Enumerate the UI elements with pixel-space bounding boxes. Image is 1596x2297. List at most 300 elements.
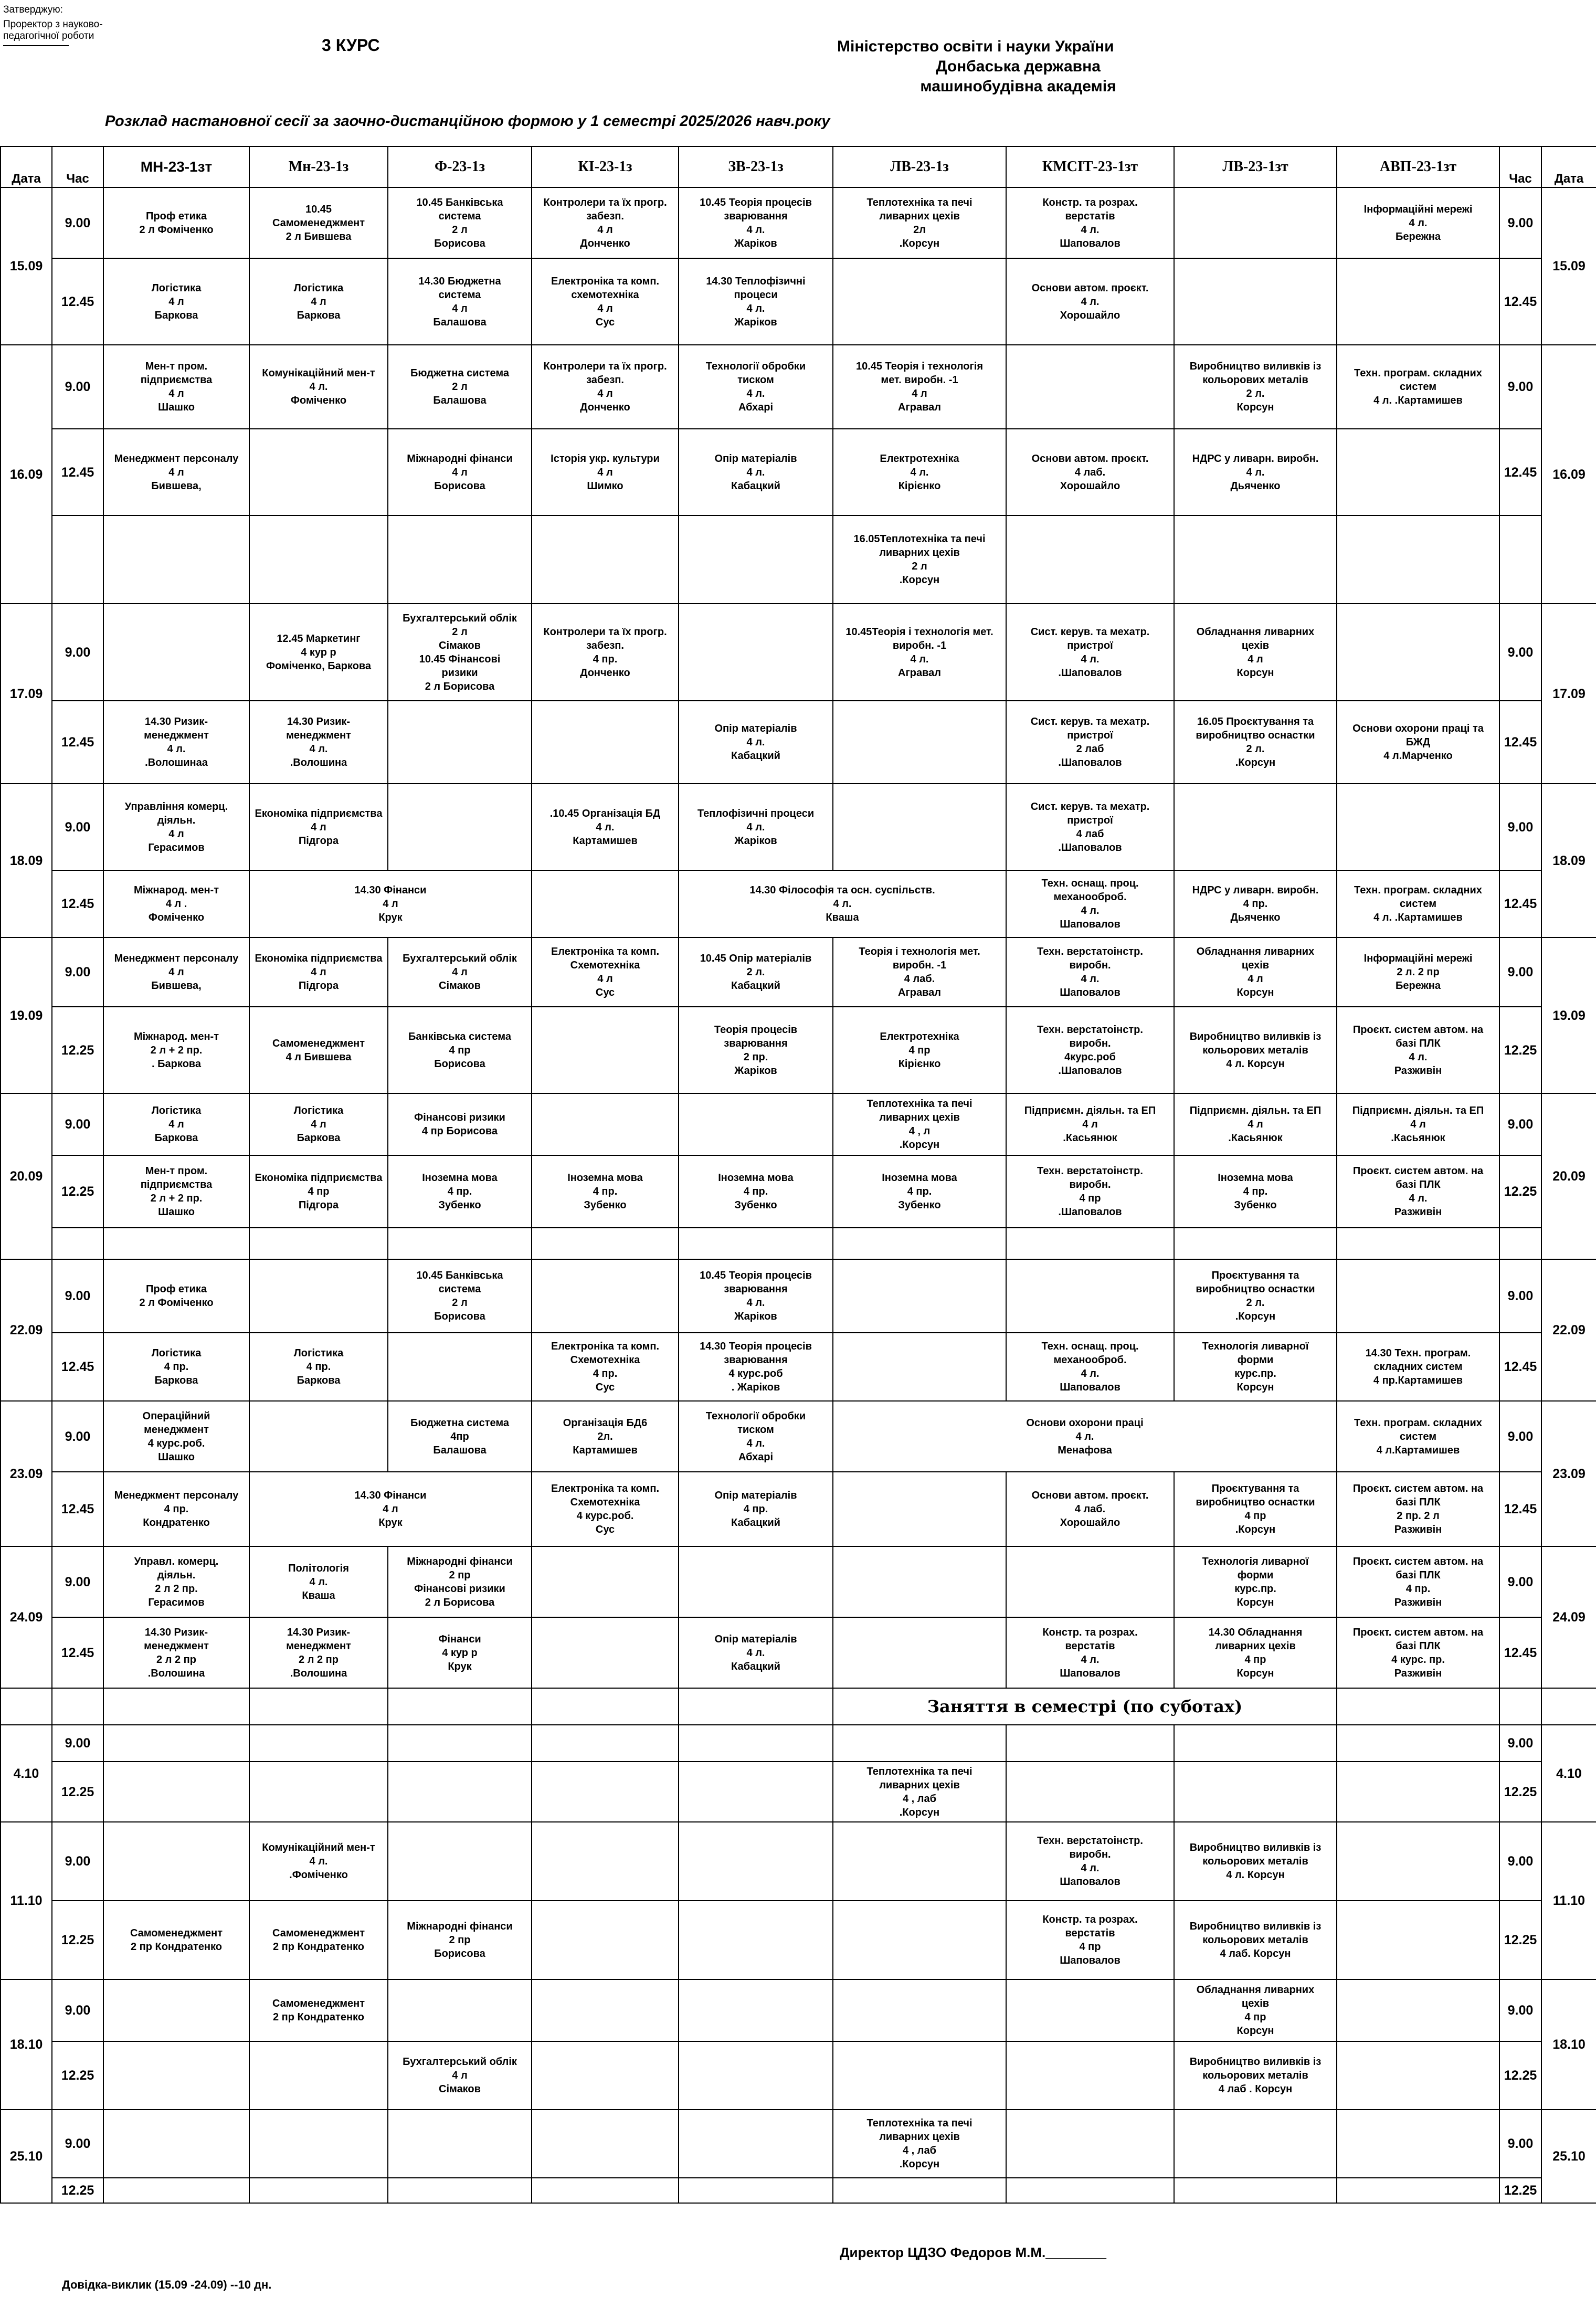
time-cell: 12.45 [52, 1617, 103, 1688]
lesson-cell [679, 515, 833, 604]
time-cell-right: 9.00 [1499, 1725, 1541, 1762]
lesson-cell: Сист. керув. та мехатр. пристрої 4 лаб .Шаповалов [1006, 784, 1174, 870]
time-cell-right: 9.00 [1499, 937, 1541, 1007]
lesson-cell [1006, 1725, 1174, 1762]
lesson-cell: Теплофізичні процеси 4 л. Жаріков [679, 784, 833, 870]
time-cell: 12.25 [52, 1007, 103, 1093]
lesson-cell: НДРС у ливарн. виробн. 4 л. Дьяченко [1174, 429, 1337, 515]
time-cell: 12.45 [52, 1333, 103, 1401]
lesson-cell [532, 1762, 679, 1822]
lesson-cell [1337, 429, 1499, 515]
lesson-cell [532, 1259, 679, 1333]
schedule-row [1, 784, 1596, 870]
time-cell-right: 9.00 [1499, 1259, 1541, 1333]
lesson-cell: 10.45Теорія і технологія мет. виробн. -1 4 л. Агравал [833, 604, 1006, 701]
lesson-cell: Проєктування та виробництво оснастки 4 пр .Корсун [1174, 1472, 1337, 1546]
lesson-cell [103, 1762, 249, 1822]
time-cell-right: 12.45 [1499, 1333, 1541, 1401]
schedule-row [1, 1546, 1596, 1617]
lesson-cell [679, 1901, 833, 1979]
lesson-cell [1174, 258, 1337, 345]
lesson-cell [532, 1901, 679, 1979]
lesson-cell: Основи автом. проєкт. 4 л. Хорошайло [1006, 258, 1174, 345]
lesson-cell: Констр. та розрах. верстатів 4 л. Шаповалов [1006, 1617, 1174, 1688]
lesson-cell: Бюджетна система 4пр Балашова [388, 1401, 532, 1472]
date-cell-right: 23.09 [1541, 1401, 1596, 1546]
lesson-cell: Логістика 4 пр. Баркова [103, 1333, 249, 1401]
lesson-cell: Інформаційні мережі 2 л. 2 пр Бережна [1337, 937, 1499, 1007]
lesson-cell: Теорія процесів зварювання 2 пр. Жаріков [679, 1007, 833, 1093]
lesson-cell [1006, 1762, 1174, 1822]
schedule-row [1, 2041, 1596, 2110]
lesson-cell: 10.45 Теорія процесів зварювання 4 л. Жаріков [679, 1259, 833, 1333]
lesson-cell [1337, 2178, 1499, 2203]
date-cell: 25.10 [1, 2110, 52, 2203]
lesson-cell [532, 870, 679, 937]
header-group: ЗВ-23-1з [679, 146, 833, 187]
lesson-cell: Менеджмент персоналу 4 пр. Кондратенко [103, 1472, 249, 1546]
schedule-row [1, 1007, 1596, 1093]
lesson-cell: Міжнарод. мен-т 4 л . Фоміченко [103, 870, 249, 937]
lesson-cell [388, 1725, 532, 1762]
lesson-cell: 14.30 Ризик- менеджмент 4 л. .Волошинаа [103, 701, 249, 784]
lesson-cell: Опір матеріалів 4 пр. Кабацкий [679, 1472, 833, 1546]
time-cell: 9.00 [52, 604, 103, 701]
lesson-cell [1006, 1546, 1174, 1617]
lesson-cell [833, 1259, 1006, 1333]
schedule-row [1, 1401, 1596, 1472]
lesson-cell: Підприємн. діяльн. та ЕП 4 л .Касьянюк [1006, 1093, 1174, 1155]
lesson-cell: 14.30 Теорія процесів зварювання 4 курс.роб . Жаріков [679, 1333, 833, 1401]
lesson-cell [532, 1617, 679, 1688]
lesson-cell [388, 1979, 532, 2041]
date-cell-right: 25.10 [1541, 2110, 1596, 2203]
schedule-row [1, 1617, 1596, 1688]
header-date-right: Дата [1541, 146, 1596, 187]
lesson-cell [1006, 515, 1174, 604]
lesson-cell: Логістика 4 л Баркова [249, 1093, 388, 1155]
lesson-cell [679, 1093, 833, 1155]
time-cell-right: 12.25 [1499, 1007, 1541, 1093]
lesson-cell [833, 1901, 1006, 1979]
lesson-cell: Економіка підприємства 4 л Підгора [249, 784, 388, 870]
lesson-cell [1006, 345, 1174, 429]
lesson-cell: Проєкт. систем автом. на базі ПЛК 4 л. Разживін [1337, 1155, 1499, 1228]
schedule-row [1, 515, 1596, 604]
lesson-cell: Мен-т пром. підприємства 2 л + 2 пр. Шашко [103, 1155, 249, 1228]
time-cell-right: 12.25 [1499, 2041, 1541, 2110]
lesson-cell [679, 2110, 833, 2178]
lesson-cell: Технологія ливарної форми курс.пр. Корсун [1174, 1333, 1337, 1401]
lesson-cell: Обладнання ливарних цехів 4 л Корсун [1174, 937, 1337, 1007]
lesson-cell: Політологія 4 л. Кваша [249, 1546, 388, 1617]
header-group: МН-23-1зт [103, 146, 249, 187]
lesson-cell: Теплотехніка та печі ливарних цехів 2л .Корсун [833, 187, 1006, 258]
lesson-cell [1006, 2041, 1174, 2110]
date-cell: 18.10 [1, 1979, 52, 2110]
schedule-row [1, 2178, 1596, 2203]
lesson-cell: Проєкт. систем автом. на базі ПЛК 2 пр. 2 л Разживін [1337, 1472, 1499, 1546]
time-cell: 9.00 [52, 187, 103, 258]
semester-banner: Заняття в семестрі (по суботах) [833, 1688, 1337, 1725]
time-cell-right: 9.00 [1499, 2110, 1541, 2178]
lesson-cell: Виробництво виливків із кольорових металів 4 лаб. Корсун [1174, 1901, 1337, 1979]
lesson-cell: Міжнародні фінанси 2 пр Борисова [388, 1901, 532, 1979]
lesson-cell: 16.05Теплотехніка та печі ливарних цехів 2 л .Корсун [833, 515, 1006, 604]
lesson-cell: Управл. комерц. діяльн. 2 л 2 пр. Герасимов [103, 1546, 249, 1617]
lesson-cell: 10.45 Банківська система 2 л Борисова [388, 187, 532, 258]
time-cell-right: 9.00 [1499, 345, 1541, 429]
schedule-row [1, 1762, 1596, 1822]
lesson-cell: Інформаційні мережі 4 л. Бережна [1337, 187, 1499, 258]
date-cell-right: 18.10 [1541, 1979, 1596, 2110]
lesson-cell: Техн. верстатоінстр. виробн. 4 л. Шаповалов [1006, 937, 1174, 1007]
lesson-cell: 10.45 Опір матеріалів 2 л. Кабацкий [679, 937, 833, 1007]
time-cell-right: 12.25 [1499, 2178, 1541, 2203]
lesson-cell [532, 2041, 679, 2110]
lesson-cell: Теплотехніка та печі ливарних цехів 4 , лаб .Корсун [833, 2110, 1006, 2178]
lesson-cell [833, 1979, 1006, 2041]
lesson-cell: Іноземна мова 4 пр. Зубенко [679, 1155, 833, 1228]
schedule-row [1, 187, 1596, 258]
lesson-cell: Сист. керув. та мехатр. пристрої 2 лаб .Шаповалов [1006, 701, 1174, 784]
lesson-cell: 10.45 Теорія процесів зварювання 4 л. Жаріков [679, 187, 833, 258]
lesson-cell: Організація БД6 2л. Картамишев [532, 1401, 679, 1472]
lesson-cell [388, 1762, 532, 1822]
lesson-cell: Виробництво виливків із кольорових металів 4 лаб . Корсун [1174, 2041, 1337, 2110]
time-cell: 9.00 [52, 1546, 103, 1617]
time-cell: 12.45 [52, 870, 103, 937]
lesson-cell [103, 515, 249, 604]
schedule-row [1, 1155, 1596, 1228]
lesson-cell [679, 1979, 833, 2041]
lesson-cell [532, 1725, 679, 1762]
lesson-cell: 14.30 Ризик- менеджмент 2 л 2 пр .Волошина [103, 1617, 249, 1688]
schedule-row [1, 258, 1596, 345]
lesson-cell [532, 701, 679, 784]
lesson-cell [1337, 784, 1499, 870]
lesson-cell: 12.45 Маркетинг 4 кур р Фоміченко, Баркова [249, 604, 388, 701]
lesson-cell: Електроніка та комп. Схемотехніка 4 л Сус [532, 937, 679, 1007]
lesson-cell: Самоменеджмент 2 пр Кондратенко [103, 1901, 249, 1979]
approval-line-2: Проректор з науково- [3, 19, 103, 30]
lesson-cell [249, 1259, 388, 1333]
lesson-cell: Техн. оснащ. проц. механооброб. 4 л. Шаповалов [1006, 870, 1174, 937]
lesson-cell: Економіка підприємства 4 пр Підгора [249, 1155, 388, 1228]
lesson-cell [532, 515, 679, 604]
lesson-cell: Контролери та їх прогр. забезп. 4 л Донченко [532, 187, 679, 258]
time-cell-right: 9.00 [1499, 784, 1541, 870]
lesson-cell: Бухгалтерський облік 4 л Сімаков [388, 2041, 532, 2110]
date-cell: 18.09 [1, 784, 52, 937]
lesson-cell: Операційний менеджмент 4 курс.роб. Шашко [103, 1401, 249, 1472]
lesson-cell: Техн. верстатоінстр. виробн. 4 л. Шаповалов [1006, 1822, 1174, 1901]
header-group: Ф-23-1з [388, 146, 532, 187]
lesson-cell: Комунікаційний мен-т 4 л. .Фоміченко [249, 1822, 388, 1901]
date-cell-right: 15.09 [1541, 187, 1596, 345]
lesson-cell [388, 784, 532, 870]
lesson-cell [833, 1822, 1006, 1901]
time-cell-right [1499, 515, 1541, 604]
lesson-cell: Технологія ливарної форми курс.пр. Корсун [1174, 1546, 1337, 1617]
lesson-cell [249, 1725, 388, 1762]
ministry-line-2: Донбаська державна [936, 58, 1101, 75]
time-cell-right: 9.00 [1499, 1979, 1541, 2041]
lesson-cell [1174, 1725, 1337, 1762]
lesson-cell [249, 2178, 388, 2203]
lesson-cell: 14.30 Бюджетна система 4 л Балашова [388, 258, 532, 345]
lesson-cell: Управління комерц. діяльн. 4 л Герасимов [103, 784, 249, 870]
lesson-cell: НДРС у ливарн. виробн. 4 пр. Дьяченко [1174, 870, 1337, 937]
lesson-cell: Логістика 4 л Баркова [103, 258, 249, 345]
lesson-cell: Констр. та розрах. верстатів 4 л. Шаповалов [1006, 187, 1174, 258]
schedule-table [0, 146, 1596, 2204]
lesson-cell: 14.30 Фінанси 4 л Крук [249, 1472, 532, 1546]
lesson-cell [388, 2110, 532, 2178]
lesson-cell: Техн. верстатоінстр. виробн. 4 пр .Шаповалов [1006, 1155, 1174, 1228]
lesson-cell [679, 1822, 833, 1901]
schedule-row [1, 429, 1596, 515]
lesson-cell: Техн. верстатоінстр. виробн. 4курс.роб .Шаповалов [1006, 1007, 1174, 1093]
lesson-cell: Міжнародні фінанси 4 л Борисова [388, 429, 532, 515]
lesson-cell [532, 2178, 679, 2203]
lesson-cell [679, 2041, 833, 2110]
schedule-row [1, 2110, 1596, 2178]
time-cell-right: 12.45 [1499, 429, 1541, 515]
lesson-cell [1337, 2041, 1499, 2110]
lesson-cell: Контролери та їх прогр. забезп. 4 л Донченко [532, 345, 679, 429]
lesson-cell: Техн. програм. складних систем 4 л.Картамишев [1337, 1401, 1499, 1472]
ministry-line-1: Міністерство освіти і науки України [837, 38, 1114, 55]
lesson-cell [1174, 784, 1337, 870]
lesson-cell: Самоменеджмент 2 пр Кондратенко [249, 1901, 388, 1979]
lesson-cell: Проєкт. систем автом. на базі ПЛК 4 л. Разживін [1337, 1007, 1499, 1093]
lesson-cell: Основи охорони праці та БЖД 4 л.Марченко [1337, 701, 1499, 784]
date-cell: 24.09 [1, 1546, 52, 1688]
lesson-cell [388, 1333, 532, 1401]
lesson-cell [833, 2041, 1006, 2110]
schedule-row [1, 1093, 1596, 1155]
lesson-cell: Теплотехніка та печі ливарних цехів 4 , лаб .Корсун [833, 1762, 1006, 1822]
time-cell-right: 9.00 [1499, 1822, 1541, 1901]
time-cell-right: 12.25 [1499, 1901, 1541, 1979]
lesson-cell: Логістика 4 л Баркова [249, 258, 388, 345]
course-title: 3 КУРС [322, 36, 380, 55]
date-cell: 20.09 [1, 1093, 52, 1259]
lesson-cell: Виробництво виливків із кольорових металів 4 л. Корсун [1174, 1822, 1337, 1901]
lesson-cell: Менеджмент персоналу 4 л Бившева, [103, 429, 249, 515]
lesson-cell: Електроніка та комп. Схемотехніка 4 пр. Сус [532, 1333, 679, 1401]
lesson-cell: Обладнання ливарних цехів 4 л Корсун [1174, 604, 1337, 701]
header-time-right: Час [1499, 146, 1541, 187]
lesson-cell: 10.45 Теорія і технологія мет. виробн. -1 4 л Агравал [833, 345, 1006, 429]
time-cell: 12.45 [52, 258, 103, 345]
date-cell: 23.09 [1, 1401, 52, 1546]
signature-line [3, 42, 69, 46]
header-group: КІ-23-1з [532, 146, 679, 187]
schedule-row [1, 345, 1596, 429]
lesson-cell: Електротехніка 4 пр Кірієнко [833, 1007, 1006, 1093]
lesson-cell: 10.45 Самоменеджмент 2 л Бившева [249, 187, 388, 258]
lesson-cell [249, 429, 388, 515]
lesson-cell: 14.30 Теплофізичні процеси 4 л. Жаріков [679, 258, 833, 345]
time-cell: 12.45 [52, 701, 103, 784]
lesson-cell: Техн. програм. складних систем 4 л. .Картамишев [1337, 345, 1499, 429]
lesson-cell: Електроніка та комп. Схемотехніка 4 курс.роб. Сус [532, 1472, 679, 1546]
header-time: Час [52, 146, 103, 187]
lesson-cell: Підприємн. діяльн. та ЕП 4 л .Касьянюк [1174, 1093, 1337, 1155]
lesson-cell [388, 2178, 532, 2203]
lesson-cell: Основи автом. проєкт. 4 лаб. Хорошайло [1006, 429, 1174, 515]
lesson-cell [1174, 515, 1337, 604]
lesson-cell [833, 1333, 1006, 1401]
approval-line-3: педагогічної роботи [3, 30, 94, 41]
schedule-row [1, 870, 1596, 937]
lesson-cell: Самоменеджмент 4 л Бившева [249, 1007, 388, 1093]
lesson-cell [103, 2041, 249, 2110]
lesson-cell [1006, 1259, 1174, 1333]
lesson-cell [1337, 1822, 1499, 1901]
date-cell-right: 24.09 [1541, 1546, 1596, 1688]
lesson-cell [249, 2041, 388, 2110]
lesson-cell [532, 1093, 679, 1155]
lesson-cell: Технології обробки тиском 4 л. Абхарі [679, 1401, 833, 1472]
lesson-cell: Опір матеріалів 4 л. Кабацкий [679, 429, 833, 515]
lesson-cell: 14.30 Ризик- менеджмент 2 л 2 пр .Волошина [249, 1617, 388, 1688]
lesson-cell [1174, 2110, 1337, 2178]
lesson-cell [249, 2110, 388, 2178]
schedule-row [1, 1725, 1596, 1762]
schedule-row [1, 1822, 1596, 1901]
ministry-line-3: машинобудівна академія [920, 78, 1116, 95]
lesson-cell: Основи охорони праці 4 л. Менафова [833, 1401, 1337, 1472]
time-cell: 9.00 [52, 1979, 103, 2041]
lesson-cell [833, 701, 1006, 784]
lesson-cell: Сист. керув. та мехатр. пристрої 4 л. .Шаповалов [1006, 604, 1174, 701]
schedule-row [1, 1901, 1596, 1979]
lesson-cell [249, 1401, 388, 1472]
schedule-row [1, 604, 1596, 701]
lesson-cell: Бухгалтерський облік 2 л Сімаков 10.45 Фінансові ризики 2 л Борисова [388, 604, 532, 701]
lesson-cell [833, 258, 1006, 345]
lesson-cell: Іноземна мова 4 пр. Зубенко [532, 1155, 679, 1228]
schedule-row [1, 1472, 1596, 1546]
date-cell: 19.09 [1, 937, 52, 1093]
time-cell-right: 12.25 [1499, 1155, 1541, 1228]
time-cell: 9.00 [52, 1093, 103, 1155]
lesson-cell: Фінанси 4 кур р Крук [388, 1617, 532, 1688]
lesson-cell: Фінансові ризики 4 пр Борисова [388, 1093, 532, 1155]
approval-block [3, 2, 103, 46]
director-signature: Директор ЦДЗО Федоров М.М.________ [840, 2245, 1106, 2260]
spacer-row [1, 1228, 1596, 1259]
lesson-cell: Опір матеріалів 4 л. Кабацкий [679, 701, 833, 784]
time-cell: 9.00 [52, 345, 103, 429]
lesson-cell: Констр. та розрах. верстатів 4 пр Шаповалов [1006, 1901, 1174, 1979]
lesson-cell [679, 604, 833, 701]
lesson-cell: Теплотехніка та печі ливарних цехів 4 , л .Корсун [833, 1093, 1006, 1155]
schedule-row [1, 1259, 1596, 1333]
lesson-cell [679, 1725, 833, 1762]
header-group: ЛВ-23-1зт [1174, 146, 1337, 187]
time-cell-right: 9.00 [1499, 1401, 1541, 1472]
lesson-cell: 14.30 Філософія та осн. суспільств. 4 л. Кваша [679, 870, 1006, 937]
lesson-cell [103, 1979, 249, 2041]
lesson-cell [388, 515, 532, 604]
lesson-cell: Підприємн. діяльн. та ЕП 4 л .Касьянюк [1337, 1093, 1499, 1155]
lesson-cell: Технології обробки тиском 4 л. Абхарі [679, 345, 833, 429]
header-group: КМСІТ-23-1зт [1006, 146, 1174, 187]
lesson-cell [1337, 2110, 1499, 2178]
lesson-cell [103, 604, 249, 701]
date-cell-right: 22.09 [1541, 1259, 1596, 1401]
footer-note: Довідка-виклик (15.09 -24.09) --10 дн. [62, 2278, 272, 2291]
lesson-cell [833, 1472, 1006, 1546]
time-cell-right: 9.00 [1499, 1093, 1541, 1155]
date-cell-right: 20.09 [1541, 1093, 1596, 1259]
time-cell: 12.25 [52, 2178, 103, 2203]
lesson-cell [679, 1762, 833, 1822]
lesson-cell [1337, 258, 1499, 345]
lesson-cell [1006, 1979, 1174, 2041]
lesson-cell [103, 2178, 249, 2203]
time-cell: 12.25 [52, 1155, 103, 1228]
date-cell: 17.09 [1, 604, 52, 784]
time-cell: 9.00 [52, 1725, 103, 1762]
lesson-cell: 10.45 Банківська система 2 л Борисова [388, 1259, 532, 1333]
date-cell-right: 11.10 [1541, 1822, 1596, 1979]
lesson-cell [532, 1546, 679, 1617]
lesson-cell: Іноземна мова 4 пр. Зубенко [1174, 1155, 1337, 1228]
date-cell: 16.09 [1, 345, 52, 604]
lesson-cell [1337, 1762, 1499, 1822]
lesson-cell [1337, 1725, 1499, 1762]
time-cell: 9.00 [52, 937, 103, 1007]
lesson-cell: Іноземна мова 4 пр. Зубенко [833, 1155, 1006, 1228]
lesson-cell: Менеджмент персоналу 4 л Бившева, [103, 937, 249, 1007]
lesson-cell [833, 2178, 1006, 2203]
lesson-cell: Економіка підприємства 4 л Підгора [249, 937, 388, 1007]
lesson-cell [1174, 2178, 1337, 2203]
lesson-cell: Історія укр. культури 4 л Шимко [532, 429, 679, 515]
lesson-cell: 14.30 Техн. програм. складних систем 4 пр.Картамишев [1337, 1333, 1499, 1401]
lesson-cell: Проєкт. систем автом. на базі ПЛК 4 пр. Разживін [1337, 1546, 1499, 1617]
lesson-cell [833, 1617, 1006, 1688]
time-cell: 12.45 [52, 429, 103, 515]
schedule-row [1, 1979, 1596, 2041]
date-cell-right: 18.09 [1541, 784, 1596, 937]
header-group: ЛВ-23-1з [833, 146, 1006, 187]
lesson-cell [1337, 515, 1499, 604]
lesson-cell: Виробництво виливків із кольорових металів 4 л. Корсун [1174, 1007, 1337, 1093]
time-cell: 12.45 [52, 1472, 103, 1546]
lesson-cell [1337, 1979, 1499, 2041]
lesson-cell: Проф етика 2 л Фоміченко [103, 1259, 249, 1333]
time-cell-right: 9.00 [1499, 604, 1541, 701]
lesson-cell: Мен-т пром. підприємства 4 л Шашко [103, 345, 249, 429]
lesson-cell [1174, 187, 1337, 258]
header-date: Дата [1, 146, 52, 187]
lesson-cell [388, 701, 532, 784]
date-cell: 22.09 [1, 1259, 52, 1401]
lesson-cell: Комунікаційний мен-т 4 л. Фоміченко [249, 345, 388, 429]
time-cell-right: 12.45 [1499, 701, 1541, 784]
time-cell: 9.00 [52, 1822, 103, 1901]
lesson-cell [1337, 1901, 1499, 1979]
date-cell: 11.10 [1, 1822, 52, 1979]
approval-line-1: Затверджую: [3, 4, 63, 15]
lesson-cell [388, 1822, 532, 1901]
